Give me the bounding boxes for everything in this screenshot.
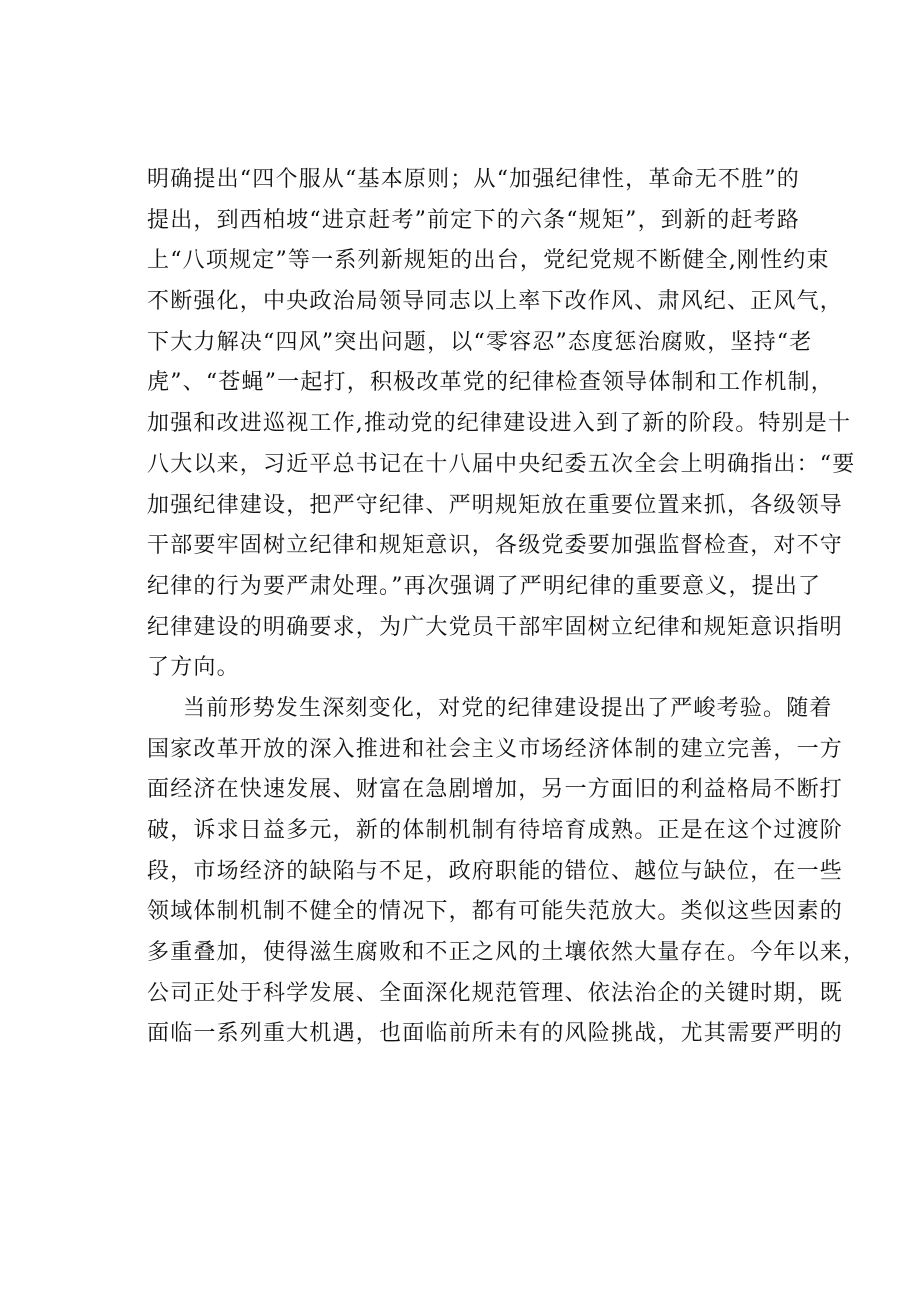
paragraph-1-line: 加强纪律建设，把严守纪律、严明规矩放在重要位置来抓，各级领导 xyxy=(147,492,844,518)
paragraph-1 xyxy=(147,160,856,689)
paragraph-2-line: 面临一系列重大机遇，也面临前所未有的风险挑战，尤其需要严明的 xyxy=(147,1021,844,1047)
paragraph-1-line: 上“八项规定”等一系列新规矩的出台，党纪党规不断健全,刚性约束 xyxy=(147,248,830,274)
paragraph-1-line: 下大力解决“四风”突出问题，以“零容忍”态度惩治腐败，坚持“老 xyxy=(147,329,813,355)
paragraph-1-line: 八大以来，习近平总书记在十八届中央纪委五次全会上明确指出：“要 xyxy=(147,451,856,477)
paragraph-2-line: 多重叠加，使得滋生腐败和不正之风的土壤依然大量存在。今年以来， xyxy=(147,940,867,966)
paragraph-1-line: 干部要牢固树立纪律和规矩意识，各级党委要加强监督检查，对不守 xyxy=(147,533,844,559)
paragraph-1-line: 了方向。 xyxy=(147,655,240,681)
paragraph-1-line: 不断强化，中央政治局领导同志以上率下改作风、肃风纪、正风气， xyxy=(147,289,844,315)
paragraph-1-line: 提出，到西柏坡“进京赶考”前定下的六条“规矩”，到新的赶考路 xyxy=(147,207,800,233)
paragraph-2-line: 国家改革开放的深入推进和社会主义市场经济体制的建立完善，一方 xyxy=(147,736,844,762)
paragraph-2 xyxy=(147,689,867,1055)
document-body xyxy=(147,160,867,1055)
paragraph-1-line: 虎”、“苍蝇”一起打，积极改革党的纪律检查领导体制和工作机制， xyxy=(147,370,834,396)
paragraph-2-line: 领域体制机制不健全的情况下，都有可能失范放大。类似这些因素的 xyxy=(147,899,844,925)
paragraph-2-line: 当前形势发生深刻变化，对党的纪律建设提出了严峻考验。随着 xyxy=(183,695,833,721)
paragraph-2-line: 公司正处于科学发展、全面深化规范管理、依法治企的关键时期，既 xyxy=(147,980,844,1006)
paragraph-2-line: 面经济在快速发展、财富在急剧增加，另一方面旧的利益格局不断打 xyxy=(147,777,844,803)
paragraph-1-line: 纪律建设的明确要求，为广大党员干部牢固树立纪律和规矩意识指明 xyxy=(147,614,844,640)
paragraph-1-line: 纪律的行为要严肃处理。”再次强调了严明纪律的重要意义，提出了 xyxy=(147,573,822,599)
paragraph-1-line: 加强和改进巡视工作,推动党的纪律建设进入到了新的阶段。特别是十 xyxy=(147,411,852,437)
paragraph-1-line: 明确提出“四个服从“基本原则；从“加强纪律性，革命无不胜”的 xyxy=(147,167,800,192)
paragraph-2-line: 段，市场经济的缺陷与不足，政府职能的错位、越位与缺位，在一些 xyxy=(147,858,844,884)
paragraph-2-line: 破，诉求日益多元，新的体制机制有待培育成熟。正是在这个过渡阶 xyxy=(147,818,844,843)
